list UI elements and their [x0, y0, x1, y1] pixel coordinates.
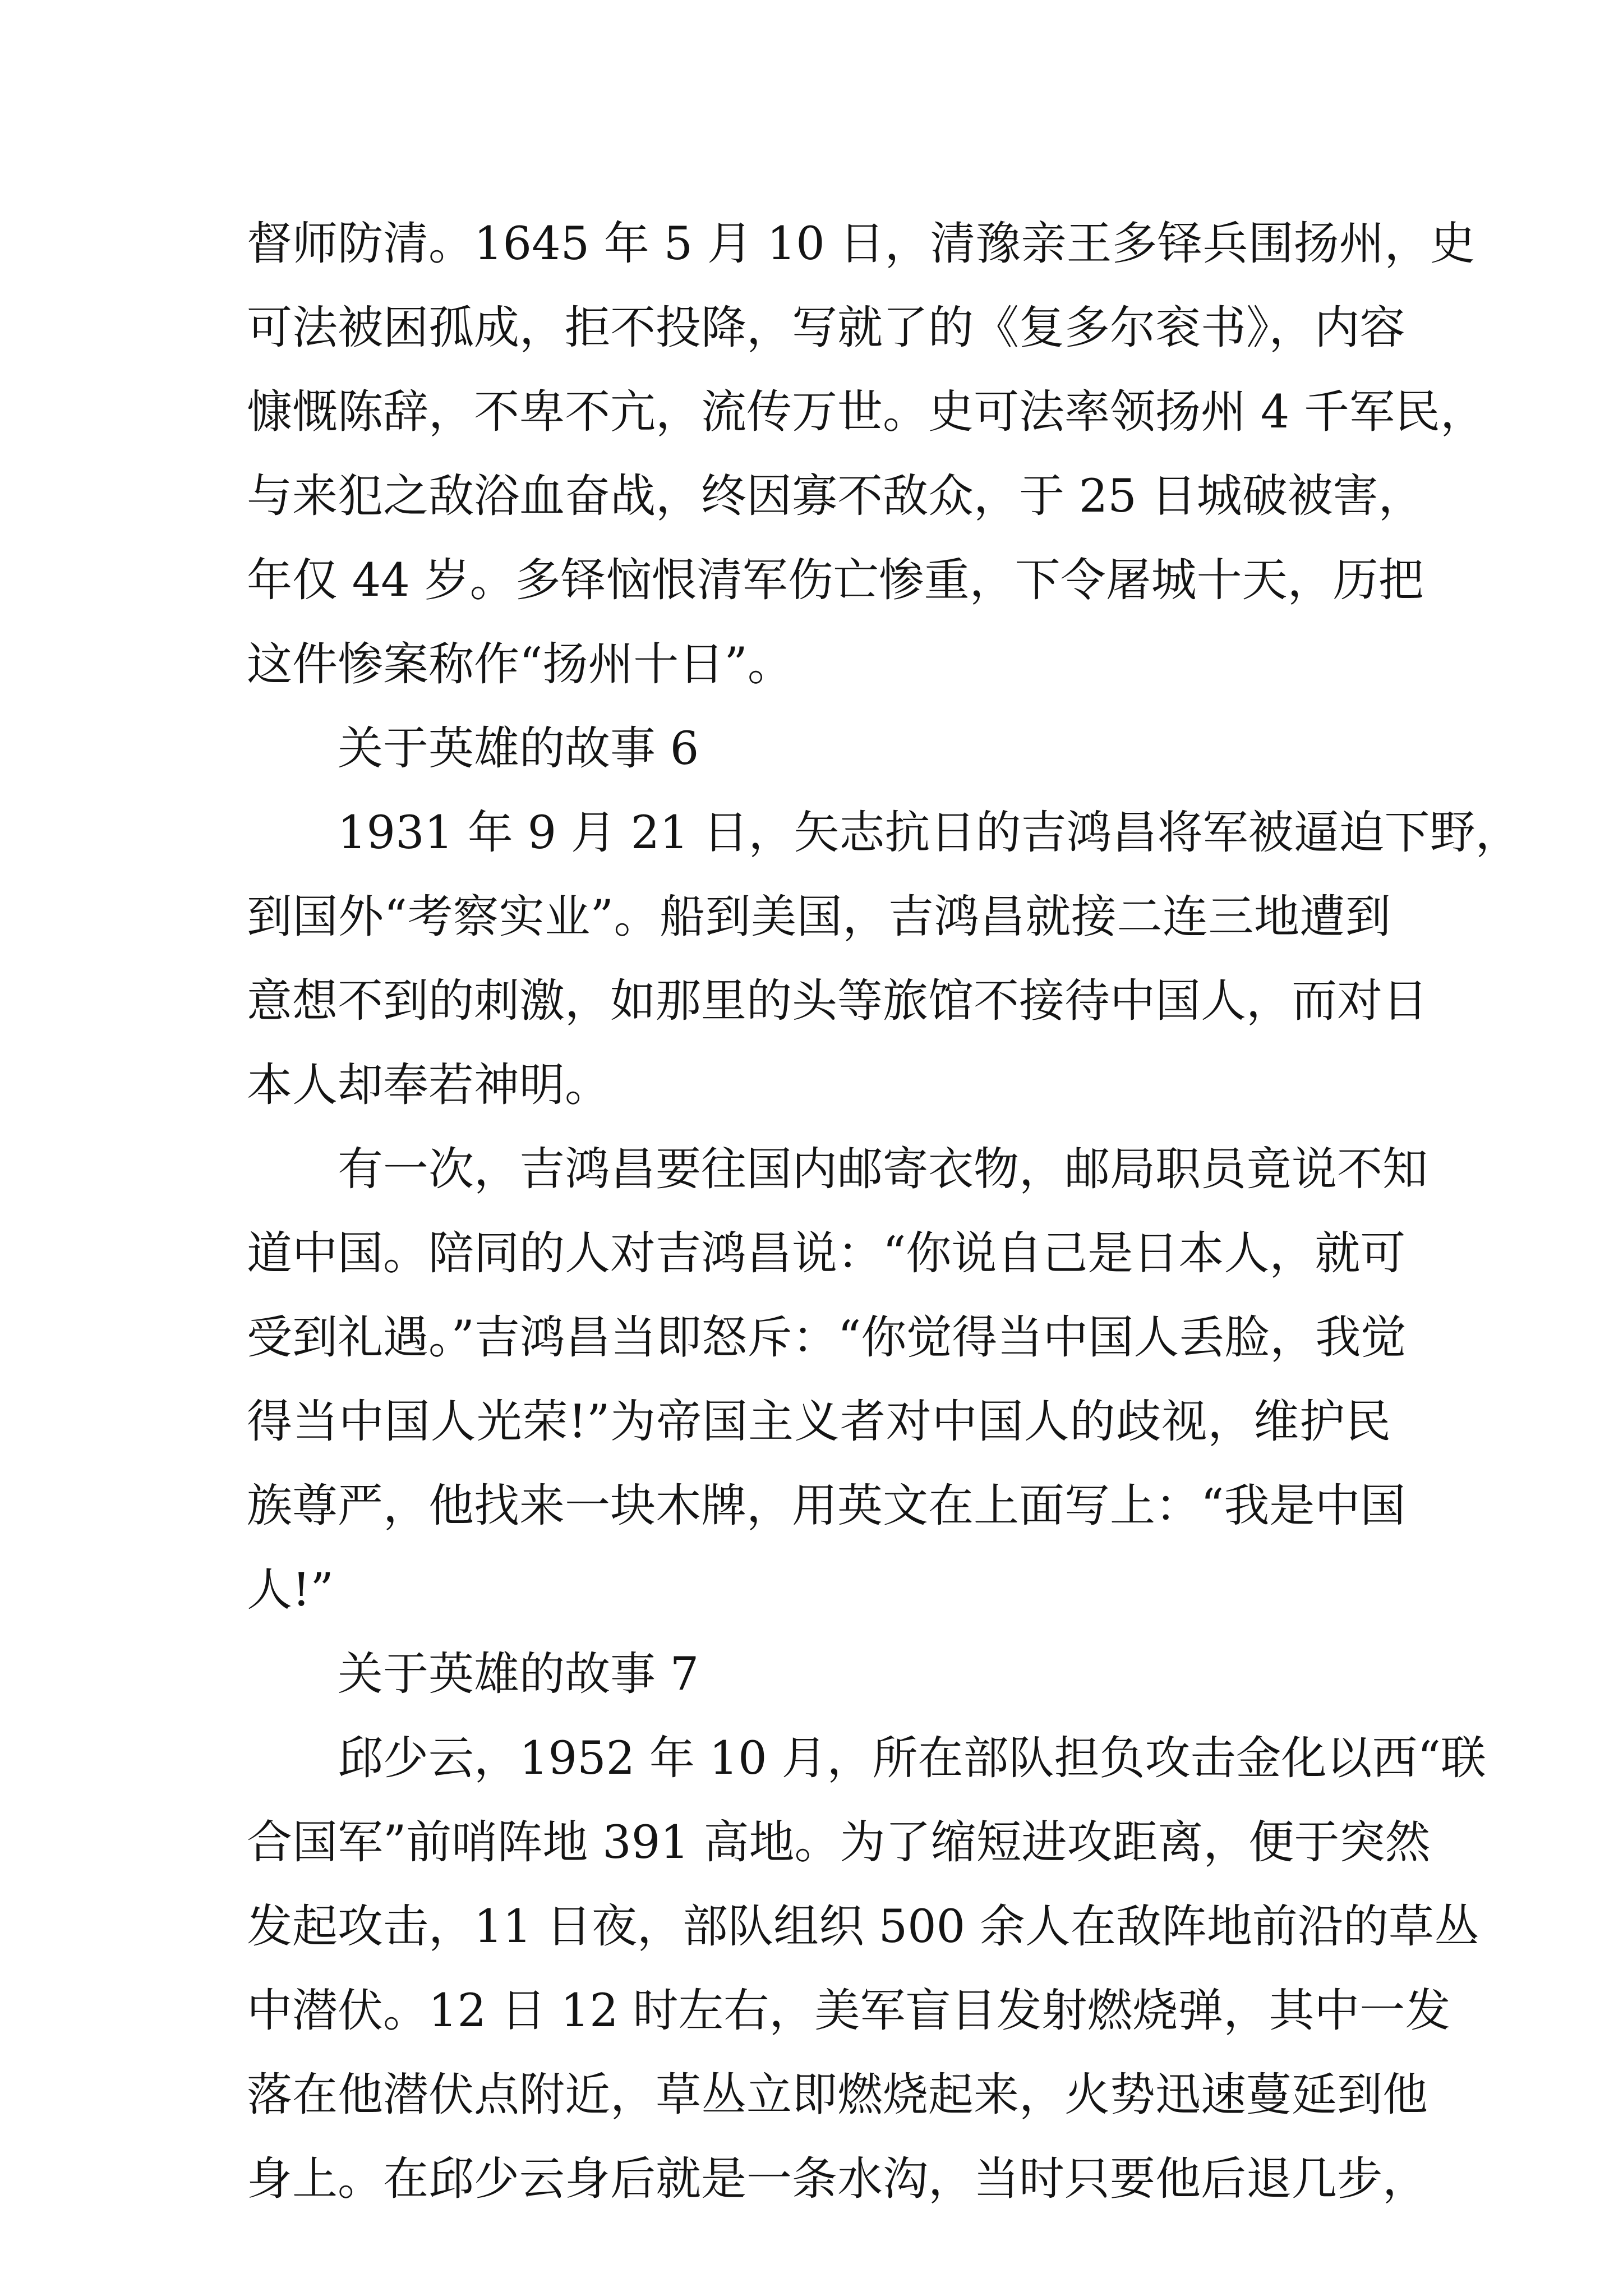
paragraph-first-line: 邱少云，1952 年 10 月，所在部队担负攻击金化以西“联 — [338, 1732, 1486, 1785]
text-line: 慷慨陈辞，不卑不亢，流传万世。史可法率领扬州 4 千军民， — [247, 386, 1486, 439]
text-line: 族尊严，他找来一块木牌，用英文在上面写上：“我是中国 — [247, 1480, 1406, 1533]
paragraph-first-line: 1931 年 9 月 21 日，矢志抗日的吉鸿昌将军被逼迫下野， — [338, 807, 1521, 859]
text-line: 督师防清。1645 年 5 月 10 日，清豫亲王多铎兵围扬州，史 — [247, 218, 1476, 270]
paragraph-first-line: 有一次，吉鸿昌要往国内邮寄衣物，邮局职员竟说不知 — [338, 1143, 1428, 1196]
text-line: 人!” — [247, 1564, 334, 1617]
text-line: 这件惨案称作“扬州十日”。 — [247, 638, 793, 691]
text-line: 落在他潜伏点附近，草丛立即燃烧起来，火势迅速蔓延到他 — [247, 2069, 1428, 2122]
text-line: 年仅 44 岁。多铎恼恨清军伤亡惨重，下令屠城十天，历把 — [247, 554, 1424, 607]
text-line: 本人却奉若神明。 — [247, 1059, 611, 1112]
text-line: 道中国。陪同的人对吉鸿昌说：“你说自己是日本人，就可 — [247, 1227, 1406, 1280]
text-line: 到国外“考察实业”。船到美国，吉鸿昌就接二连三地遭到 — [247, 891, 1391, 944]
text-line: 得当中国人光荣!”为帝国主义者对中国人的歧视，维护民 — [247, 1396, 1391, 1448]
section-heading: 关于英雄的故事 7 — [338, 1648, 699, 1701]
text-line: 意想不到的刺激，如那里的头等旅馆不接待中国人，而对日 — [247, 975, 1428, 1028]
text-line: 合国军”前哨阵地 391 高地。为了缩短进攻距离，便于突然 — [247, 1816, 1431, 1869]
text-line: 与来犯之敌浴血奋战，终因寡不敌众，于 25 日城破被害， — [247, 470, 1424, 523]
text-line: 中潜伏。12 日 12 时左右，美军盲目发射燃烧弹，其中一发 — [247, 1985, 1451, 2037]
text-line: 可法被困孤成，拒不投降，写就了的《复多尔衮书》，内容 — [247, 302, 1405, 355]
text-line: 受到礼遇。”吉鸿昌当即怒斥：“你觉得当中国人丢脸，我觉 — [247, 1312, 1407, 1364]
section-heading: 关于英雄的故事 6 — [338, 723, 699, 775]
text-line: 发起攻击，11 日夜，部队组织 500 余人在敌阵地前沿的草丛 — [247, 1901, 1479, 1953]
text-line: 身上。在邱少云身后就是一条水沟，当时只要他后退几步， — [247, 2153, 1428, 2206]
